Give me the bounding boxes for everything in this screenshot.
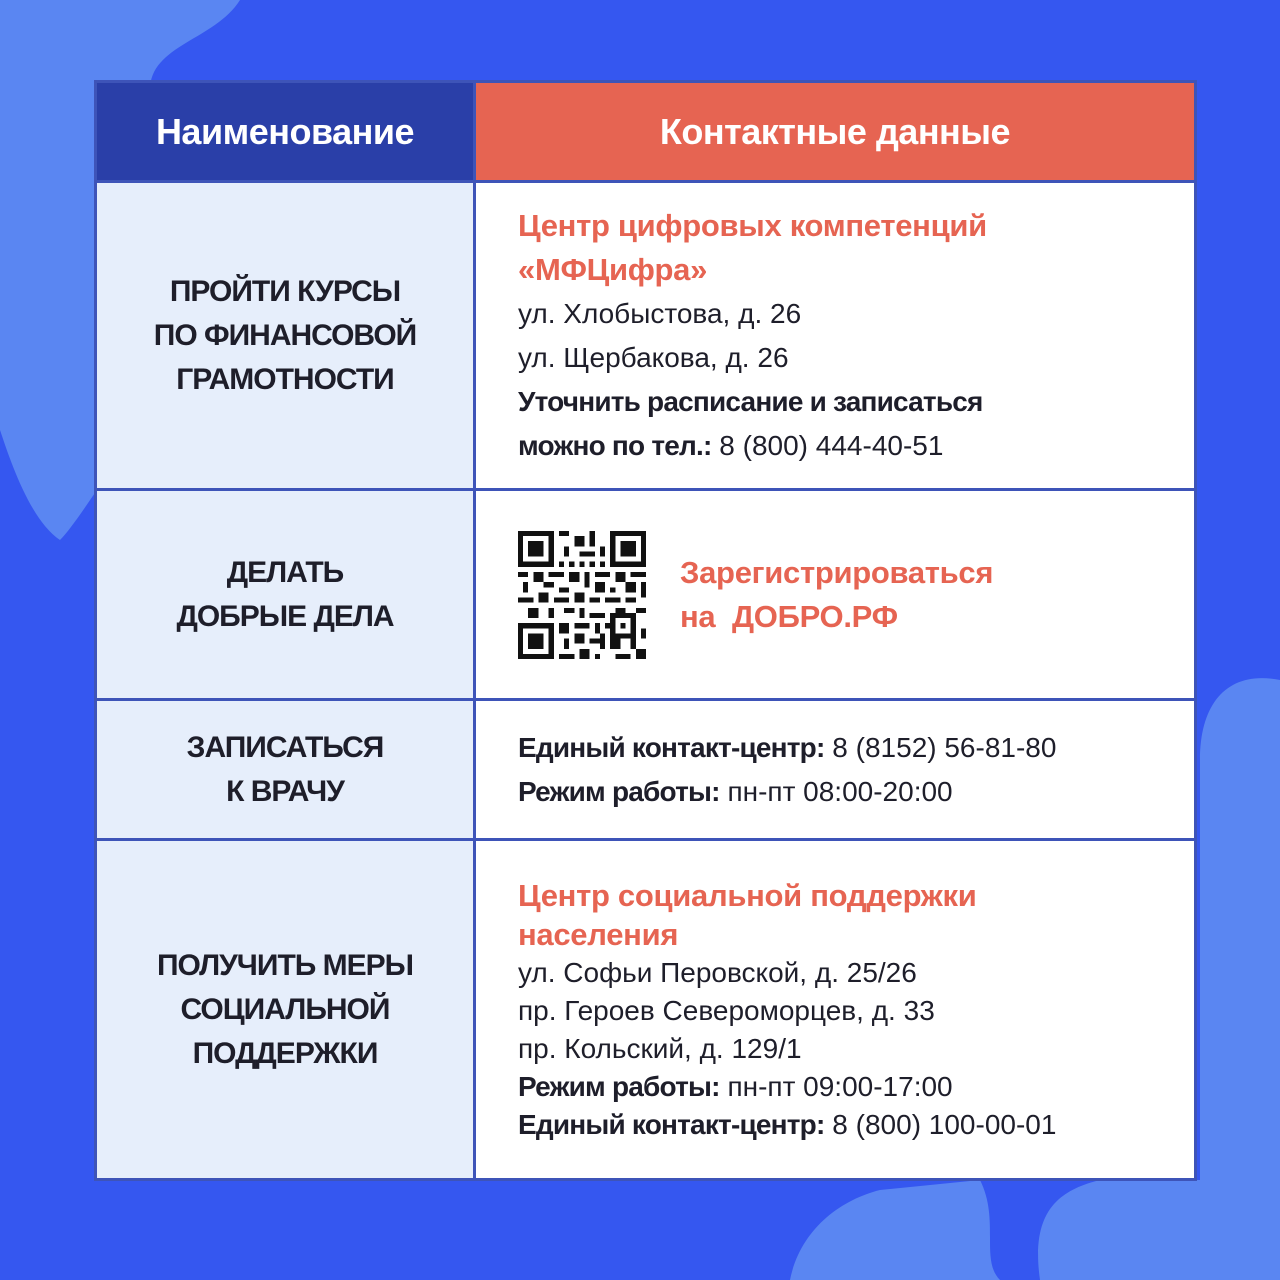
phone-value[interactable]: 8 (800) 100-00-01 (824, 1108, 1057, 1140)
header-contacts: Контактные данные (476, 83, 1194, 180)
row-name-line: К ВРАЧУ (226, 774, 344, 808)
address-line: ул. Хлобыстова, д. 26 (518, 297, 802, 329)
phone-label: можно по тел.: (518, 429, 712, 461)
row-name-line: ГРАМОТНОСТИ (176, 362, 394, 396)
phone-value[interactable]: 8 (800) 444-40-51 (711, 429, 944, 461)
contact-line (518, 1106, 1194, 1144)
hours-value: пн-пт 09:00-17:00 (719, 1070, 953, 1102)
hours-value: пн-пт 08:00-20:00 (719, 775, 953, 807)
hours-line (518, 1068, 1194, 1106)
row-name-good-deeds (97, 491, 473, 698)
hours-label: Режим работы: (518, 1070, 720, 1102)
address-line: пр. Героев Североморцев, д. 33 (518, 994, 935, 1026)
contacts-table (94, 80, 1197, 1181)
row-name-line: ЗАПИСАТЬСЯ (186, 730, 384, 764)
row-name-line: ПОДДЕРЖКИ (192, 1036, 378, 1070)
org-name-line: Центр цифровых компетенций (518, 207, 987, 243)
org-name-line: Центр социальной поддержки (518, 877, 977, 913)
row-name-doctor (97, 701, 473, 838)
row-name-finance-courses (97, 183, 473, 488)
row-name-line: ПОЛУЧИТЬ МЕРЫ (156, 948, 414, 982)
register-line: на ДОБРО.РФ (680, 598, 898, 634)
org-name-line: «МФЦифра» (518, 251, 708, 287)
address-line: ул. Софьи Перовской, д. 25/26 (518, 956, 917, 988)
contact-line (518, 726, 1194, 770)
address-line: пр. Кольский, д. 129/1 (518, 1032, 802, 1064)
hours-label: Режим работы: (518, 775, 720, 807)
org-name-line: населения (518, 916, 679, 952)
row-name-line: ПРОЙТИ КУРСЫ (169, 274, 401, 308)
register-line: Зарегистрироваться (680, 554, 994, 590)
row-contacts-social-support (476, 841, 1194, 1178)
row-name-line: ДОБРЫЕ ДЕЛА (176, 599, 394, 633)
address-line: ул. Щербакова, д. 26 (518, 341, 789, 373)
contact-label: Единый контакт-центр: (518, 731, 825, 763)
row-name-line: ПО ФИНАНСОВОЙ (153, 318, 417, 352)
phone-value[interactable]: 8 (8152) 56-81-80 (824, 731, 1057, 763)
dobro-register-link[interactable] (680, 551, 993, 639)
header-name: Наименование (97, 83, 473, 180)
note-line: Уточнить расписание и записаться (518, 385, 983, 417)
qr-code-icon[interactable] (518, 531, 646, 659)
row-contacts-finance-courses (476, 183, 1194, 488)
contact-label: Единый контакт-центр: (518, 1108, 825, 1140)
phone-line (518, 424, 1194, 468)
row-name-line: СОЦИАЛЬНОЙ (180, 992, 390, 1026)
row-contacts-good-deeds (476, 491, 1194, 698)
row-contacts-doctor (476, 701, 1194, 838)
row-name-social-support (97, 841, 473, 1178)
hours-line (518, 770, 1194, 814)
row-name-line: ДЕЛАТЬ (226, 555, 344, 589)
